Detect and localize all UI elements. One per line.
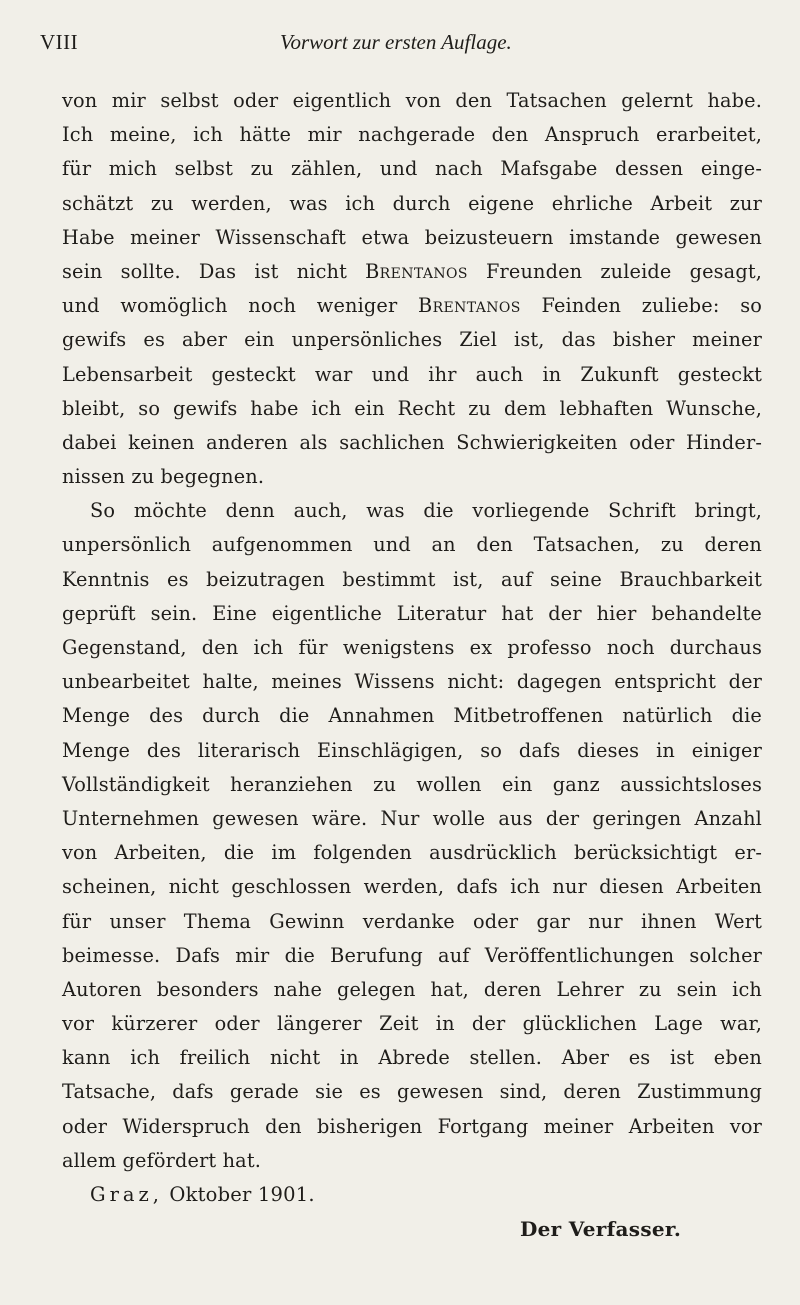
dateline-place: Graz, (90, 1183, 163, 1206)
small-caps-name: Brentanos (365, 259, 468, 283)
text-line: dabei keinen anderen als sachlichen Schwierigkeiten oder Hinder- (62, 430, 762, 454)
running-title: Vorwort zur ersten Auflage. (280, 30, 512, 54)
text-line (62, 255, 762, 289)
text-line: geprüft sein. Eine eigentliche Literatur hat der hier behandelte (62, 601, 762, 625)
text-line: von mir selbst oder eigentlich von den Tatsachen gelernt habe. (62, 89, 762, 112)
page-number: VIII (40, 30, 79, 54)
text-segment: Freunden zuleide gesagt, (467, 259, 762, 283)
text-line: für unser Thema Gewinn verdanke oder gar nur ihnen Wert (62, 909, 762, 933)
text-line: Kenntnis es beizutragen bestimmt ist, auf seine Brauchbarkeit (62, 567, 762, 591)
text-line: von Arbeiten, die im folgenden ausdrücklich berücksichtigt er- (62, 841, 762, 865)
text-line: schätzt zu werden, was ich durch eigene ehrliche Arbeit zur (62, 191, 762, 215)
text-segment: sein sollte. Das ist nicht (62, 259, 366, 283)
text-line: unbearbeitet halte, meines Wissens nicht: dagegen entspricht der (62, 670, 762, 694)
text-line: Autoren besonders nahe gelegen hat, deren Lehrer zu sein ich (62, 977, 762, 1001)
text-line: nissen zu begegnen. (62, 465, 265, 489)
text-line: oder Widerspruch den bisherigen Fortgang meiner Arbeiten vor (62, 1114, 762, 1138)
text-segment: Feinden zuliebe: so (520, 294, 762, 318)
text-line: allem gefördert hat. (62, 1148, 262, 1172)
text-line: Gegenstand, den ich für wenigstens ex professo noch durchaus (62, 636, 762, 659)
text-line: Unternehmen gewesen wäre. Nur wolle aus der geringen Anzahl (62, 806, 762, 830)
text-line: kann ich freilich nicht in Abrede stellen. Aber es ist eben (62, 1046, 762, 1070)
text-line: Habe meiner Wissenschaft etwa beizusteuern imstande gewesen (62, 225, 762, 249)
dateline (90, 1183, 315, 1206)
text-line: scheinen, nicht geschlossen werden, dafs ich nur diesen Arbeiten (62, 875, 762, 899)
text-line: Menge des literarisch Einschlägigen, so dafs dieses in einiger (62, 738, 762, 762)
text-line: vor kürzerer oder längerer Zeit in der glücklichen Lage war, (62, 1012, 762, 1036)
text-line: beimesse. Dafs mir die Berufung auf Veröffentlichungen solcher (62, 943, 762, 967)
text-line: unpersönlich aufgenommen und an den Tatsachen, zu deren (62, 533, 762, 557)
text-line: für mich selbst zu zählen, und nach Mafsgabe dessen einge- (62, 157, 762, 181)
text-line: So möchte denn auch, was die vorliegende Schrift bringt, (90, 499, 762, 523)
text-segment: und womöglich noch weniger (62, 294, 419, 318)
text-line: bleibt, so gewifs habe ich ein Recht zu dem lebhaften Wunsche, (62, 396, 762, 420)
text-line (62, 289, 762, 323)
text-line: Ich meine, ich hätte mir nachgerade den Anspruch erarbeitet, (62, 123, 762, 147)
text-line: Tatsache, dafs gerade sie es gewesen sind, deren Zustimmung (62, 1080, 762, 1104)
small-caps-name: Brentanos (418, 294, 521, 318)
text-line: Vollständigkeit heranziehen zu wollen ein ganz aussichtsloses (62, 772, 762, 796)
text-line: Lebensarbeit gesteckt war und ihr auch in Zukunft gesteckt (62, 362, 762, 386)
text-line: gewifs es aber ein unpersönliches Ziel ist, das bisher meiner (62, 328, 762, 352)
running-head (40, 30, 760, 80)
dateline-date: Oktober 1901. (169, 1183, 315, 1206)
preface-text (62, 84, 762, 1178)
text-line: Menge des durch die Annahmen Mitbetroffenen natürlich die (62, 704, 762, 728)
author-signature: Der Verfasser. (520, 1217, 682, 1241)
